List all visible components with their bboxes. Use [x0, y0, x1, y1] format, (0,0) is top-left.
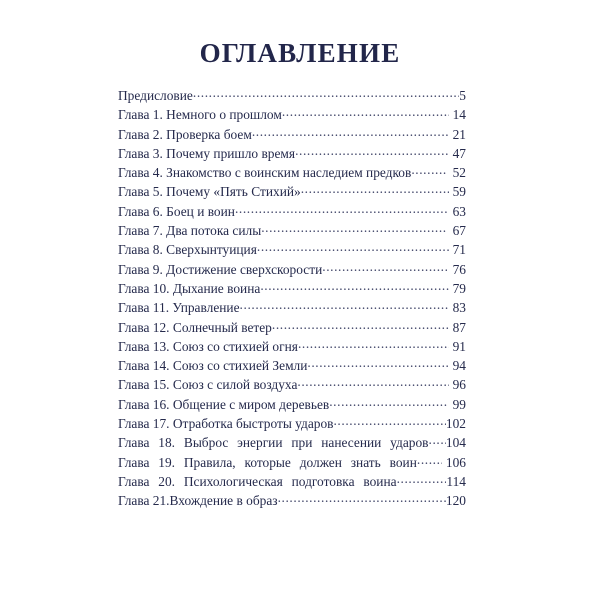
toc-entry[interactable]	[118, 339, 466, 358]
toc-entry-page-number: 104	[445, 435, 466, 451]
toc-entry-page-number: 87	[452, 319, 466, 335]
toc-entry-label: Глава 11. Управление	[118, 300, 240, 316]
toc-entry-label: Глава 2. Проверка боем	[118, 126, 252, 142]
toc-dot-leader	[295, 146, 449, 158]
toc-entry-page-number: 114	[446, 473, 466, 489]
toc-entry-page-number: 120	[445, 493, 466, 509]
toc-entry-page-number: 83	[452, 300, 466, 316]
toc-entry-label: Глава 15. Союз с силой воздуха	[118, 377, 298, 393]
toc-dot-leader	[297, 377, 448, 389]
toc-entry-page-number: 67	[452, 223, 466, 239]
toc-dot-leader	[240, 300, 449, 312]
toc-entry-page-number: 14	[452, 107, 466, 123]
toc-entry-label: Глава 9. Достижение сверхскорости	[118, 261, 323, 277]
toc-entry[interactable]	[118, 281, 466, 300]
toc-entry-label: Глава 1. Немного о прошлом	[118, 107, 282, 123]
toc-entry-page-number: 52	[452, 165, 466, 181]
toc-entry-page-number: 76	[452, 261, 466, 277]
toc-entry-label: Глава 14. Союз со стихией Земли	[118, 358, 308, 374]
toc-entry-page-number: 96	[452, 377, 466, 393]
toc-entry[interactable]	[118, 435, 466, 454]
toc-entry[interactable]	[118, 165, 466, 184]
toc-entry[interactable]	[118, 455, 466, 474]
toc-entry-label: Глава 4. Знакомство с воинским наследием предков	[118, 165, 412, 181]
toc-dot-leader	[411, 165, 446, 177]
toc-entry[interactable]	[118, 242, 466, 261]
toc-entry-label: Глава 17. Отработка быстроты ударов	[118, 416, 334, 432]
toc-entry[interactable]	[118, 107, 466, 126]
toc-dot-leader	[261, 223, 446, 235]
toc-dot-leader	[333, 416, 445, 428]
toc-entry-label: Глава 5. Почему «Пять Стихий»	[118, 184, 301, 200]
toc-dot-leader	[278, 493, 446, 505]
toc-entry-page-number: 59	[452, 184, 466, 200]
toc-entry[interactable]	[118, 474, 466, 493]
toc-entry-label: Глава 3. Почему пришло время	[118, 145, 296, 161]
toc-entry-page-number: 5	[459, 88, 466, 103]
toc-entry[interactable]	[118, 184, 466, 203]
toc-entry[interactable]	[118, 397, 466, 416]
toc-entry-page-number: 63	[452, 203, 466, 219]
toc-entry-label: Глава 10. Дыхание воина	[118, 280, 261, 296]
toc-entry-label: Глава 13. Союз со стихией огня	[118, 338, 298, 354]
toc-entry-label: Глава 19. Правила, которые должен знать воин	[118, 454, 417, 470]
toc-entry-label: Глава 20. Психологическая подготовка воина	[118, 473, 397, 489]
toc-entry-label: Глава 16. Общение с миром деревьев	[118, 396, 330, 412]
toc-dot-leader	[235, 204, 449, 216]
toc-dot-leader	[282, 107, 449, 119]
toc-entry-label: Глава 18. Выброс энергии при нанесении ударов	[118, 435, 429, 451]
toc-entry-page-number: 21	[452, 126, 466, 142]
toc-entry[interactable]	[118, 127, 466, 146]
toc-entry-page-number: 99	[452, 396, 466, 412]
toc-dot-leader	[322, 262, 446, 274]
toc-entry-label: Глава 6. Боец и воин	[118, 203, 235, 219]
table-of-contents-list	[118, 88, 466, 513]
toc-entry-label: Предисловие	[118, 88, 193, 103]
toc-dot-leader	[193, 88, 459, 100]
toc-entry[interactable]	[118, 493, 466, 512]
toc-entry[interactable]	[118, 377, 466, 396]
toc-entry[interactable]	[118, 146, 466, 165]
toc-entry-page-number: 71	[452, 242, 466, 258]
toc-entry-page-number: 91	[452, 338, 466, 354]
toc-entry[interactable]	[118, 320, 466, 339]
toc-entry[interactable]	[118, 416, 466, 435]
toc-dot-leader	[417, 455, 442, 467]
toc-dot-leader	[298, 339, 449, 351]
toc-entry-page-number: 79	[452, 280, 466, 296]
toc-entry[interactable]	[118, 88, 466, 107]
toc-entry[interactable]	[118, 262, 466, 281]
toc-dot-leader	[397, 474, 447, 486]
toc-entry[interactable]	[118, 223, 466, 242]
toc-entry[interactable]	[118, 300, 466, 319]
toc-entry-label: Глава 7. Два потока силы	[118, 223, 262, 239]
toc-entry-label: Глава 12. Солнечный ветер	[118, 319, 272, 335]
toc-entry-label: Глава 8. Сверхынтуиция	[118, 242, 257, 258]
toc-dot-leader	[301, 184, 449, 196]
toc-entry-page-number: 47	[452, 145, 466, 161]
toc-entry[interactable]	[118, 358, 466, 377]
toc-dot-leader	[260, 281, 448, 293]
toc-entry[interactable]	[118, 204, 466, 223]
toc-dot-leader	[252, 127, 449, 139]
toc-entry-label: Глава 21.Вхождение в образ	[118, 493, 278, 509]
toc-dot-leader	[329, 397, 446, 409]
toc-dot-leader	[272, 320, 449, 332]
page-title: ОГЛАВЛЕНИЕ	[199, 38, 401, 68]
toc-dot-leader	[429, 435, 446, 447]
toc-entry-page-number: 94	[452, 358, 466, 374]
toc-entry-page-number: 102	[445, 416, 466, 432]
toc-dot-leader	[257, 242, 449, 254]
toc-dot-leader	[307, 358, 448, 370]
toc-entry-page-number: 106	[445, 454, 466, 470]
